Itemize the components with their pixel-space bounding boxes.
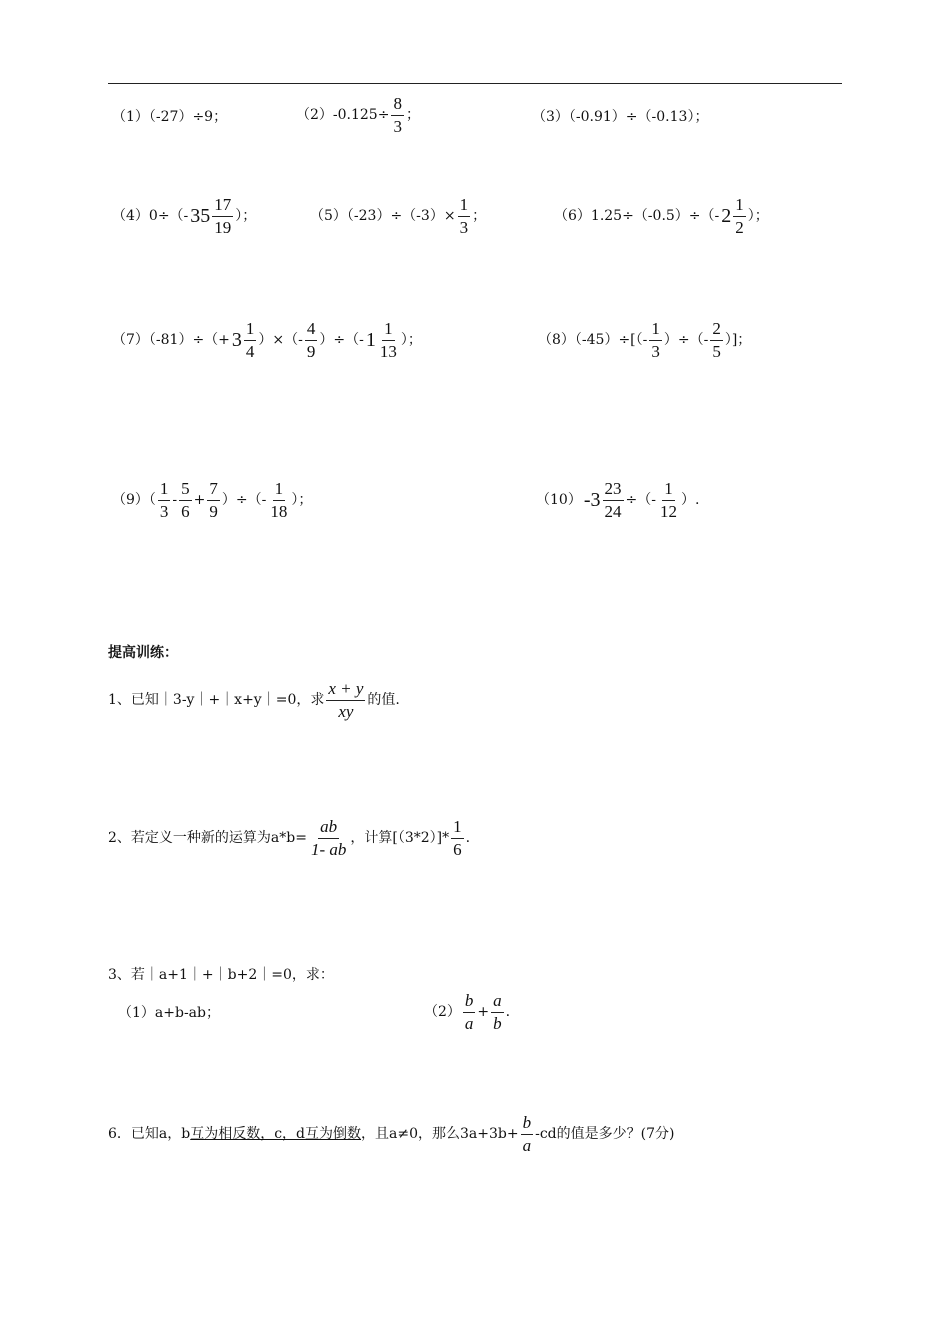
problem-1: [112, 110, 227, 124]
problem-3: [532, 110, 708, 124]
question-6: 6．已知a，b 互为相反数，c，d 互为倒数 ，且a≠0，那么3a+3b+ $\frac{b}{a}$ -cd的值是多少？(7分): [108, 1113, 675, 1155]
fraction: $\frac{1}{3}$: [651, 319, 660, 361]
fraction: $\frac{b}{a}$: [522, 1113, 532, 1155]
fraction: $\frac{5}{6}$: [181, 479, 190, 521]
question-3-part-2: （2） $\frac{b}{a}$ + $\frac{a}{b}$ .: [424, 991, 511, 1033]
fraction: $\frac{1}{13}$: [379, 319, 397, 361]
header-rule: [108, 83, 842, 84]
question-2: 2、若定义一种新的运算为a*b= $\frac{ab}{1- ab}$ ，计算[（3*2）]* $\frac{1}{6}$ .: [108, 817, 471, 859]
fraction: $\frac{7}{9}$: [209, 479, 218, 521]
fraction: $\frac{8}{3}$: [393, 94, 402, 136]
fraction: $\frac{1}{12}$: [659, 479, 677, 521]
problem-6: （6）1.25÷（-0.5）÷（- 2 $\frac{1}{2}$ ）；: [554, 195, 769, 237]
problem-1-text: （1）（-27）÷9；: [112, 109, 228, 125]
fraction: $\frac{ab}{1- ab}$: [310, 817, 347, 859]
problem-8: （8）（-45）÷[（- $\frac{1}{3}$ ）÷（- $\frac{2}{5}$ ）]；: [538, 319, 752, 361]
fraction: $\frac{1}{4}$: [245, 319, 255, 361]
section-heading: 提高训练：: [108, 645, 178, 661]
fraction: $\frac{b}{a}$: [464, 991, 474, 1033]
problem-5: （5）（-23）÷（-3）× $\frac{1}{3}$ ；: [310, 195, 487, 237]
fraction: $\frac{1}{2}$: [735, 195, 744, 237]
problem-2-pre: （2）-0.125÷: [296, 107, 390, 124]
fraction: $\frac{1}{6}$: [453, 817, 462, 859]
question-3-part-1: （1）a+b-ab；: [118, 1005, 220, 1021]
underlined-text: 互为相反数，c，d: [190, 1126, 306, 1143]
fraction: $\frac{x + y}{xy}$: [328, 679, 364, 721]
fraction: $\frac{a}{b}$: [493, 991, 502, 1033]
question-3: 3、若｜a+1｜+｜b+2｜=0，求：: [108, 967, 334, 983]
problem-7: （7）（-81）÷（+ 3 $\frac{1}{4}$ ）×（- $\frac{4}{9}$ ）÷（- 1 $\frac{1}{13}$ ）；: [112, 319, 422, 361]
problem-4: （4）0÷（- 35 $\frac{17}{19}$ ）；: [112, 195, 257, 237]
fraction: $\frac{4}{9}$: [306, 319, 316, 361]
problem-10: （10） -3 $\frac{23}{24}$ ÷（- $\frac{1}{12}$ ）.: [536, 479, 700, 521]
fraction: $\frac{1}{3}$: [459, 195, 469, 237]
question-1: 1、已知｜3-y｜+｜x+y｜=0，求 $\frac{x + y}{xy}$ 的值.: [108, 679, 400, 721]
fraction: $\frac{2}{5}$: [712, 319, 721, 361]
problem-9: （9）（ $\frac{1}{3}$ - $\frac{5}{6}$ + $\frac{7}{9}$ ）÷（- $\frac{1}{18}$ ）；: [112, 479, 313, 521]
fraction: $\frac{1}{18}$: [270, 479, 288, 521]
fraction: $\frac{17}{19}$: [214, 195, 232, 237]
fraction: $\frac{23}{24}$: [604, 479, 622, 521]
problem-3-text: （3）（-0.91）÷（-0.13）；: [532, 109, 709, 125]
underlined-text: 互为倒数: [305, 1126, 362, 1143]
fraction: $\frac{1}{3}$: [159, 479, 169, 521]
problem-2: （2）-0.125÷ $\frac{8}{3}$ ；: [296, 94, 420, 136]
